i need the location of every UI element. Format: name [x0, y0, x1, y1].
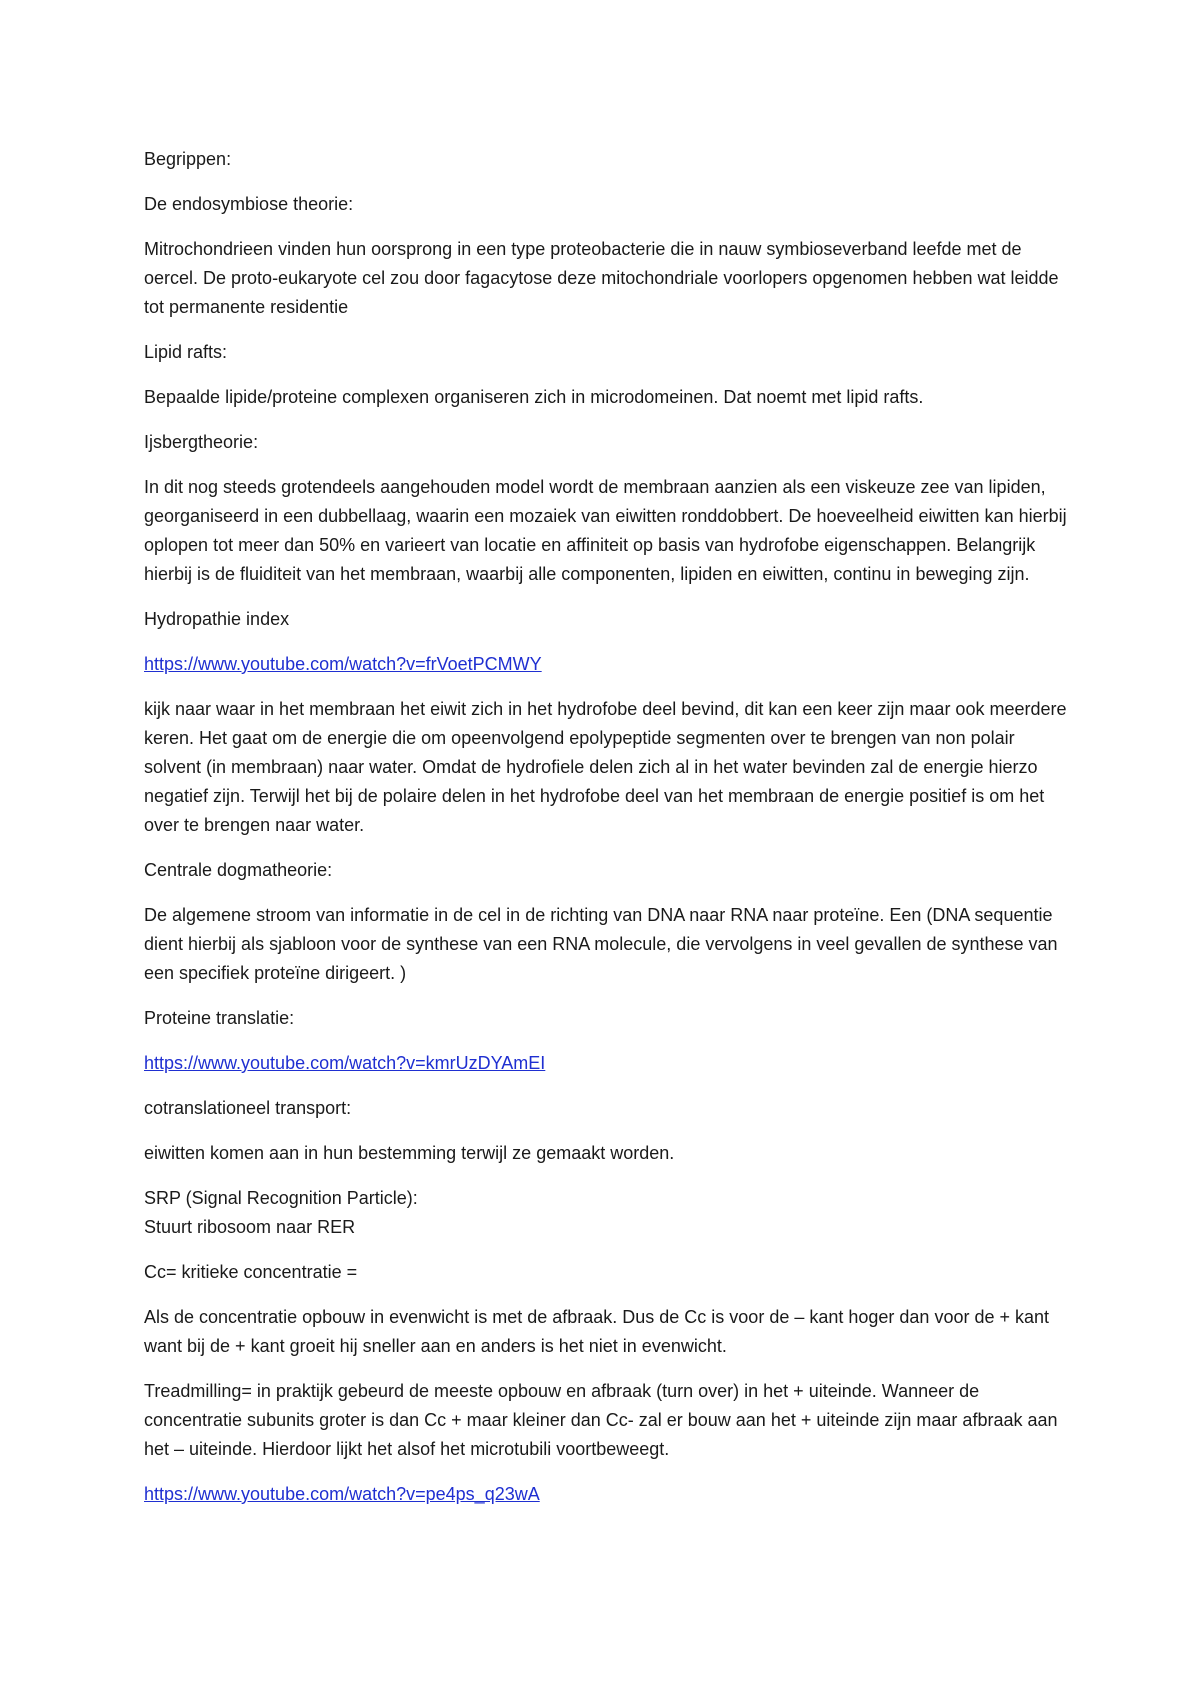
ijsberg-text: In dit nog steeds grotendeels aangehouden model wordt de membraan aanzien als een viskeuze zee van lipiden, georganiseerd in een dubbellaag, waarin een mozaiek van eiwitten ronddobbert. De hoeveelheid eiwitten kan hierbij oplopen tot meer dan 50% en varieert van locatie en affiniteit op basis van hydrofobe eigenschappen. Belangrijk hierbij is de fluiditeit van het membraan, waarbij alle componenten, lipiden en eiwitten, continu in beweging zijn.: [144, 477, 1067, 584]
treadmilling-link-paragraph: [144, 1480, 1074, 1509]
cc-title: Cc= kritieke concentratie =: [144, 1262, 358, 1282]
cotranslationeel-title: cotranslationeel transport:: [144, 1098, 352, 1118]
hydropathie-text: kijk naar waar in het membraan het eiwit zich in het hydrofobe deel bevind, dit kan een keer zijn maar ook meerdere keren. Het gaat om de energie die om opeenvolgend epolypeptide segmenten over te brengen van non polair solvent (in membraan) naar water. Omdat de hydrofiele delen zich al in het water bevinden zal de energie hierzo negatief zijn. Terwijl het bij de polaire delen in het hydrofobe deel van het membraan de energie positief is om het over te brengen naar water.: [144, 699, 1067, 835]
treadmilling-video-link[interactable]: https://www.youtube.com/watch?v=pe4ps_q23wA: [144, 1484, 540, 1504]
srp-text: Stuurt ribosoom naar RER: [144, 1217, 356, 1237]
endosymbiose-text: Mitrochondrieen vinden hun oorsprong in een type proteobacterie die in nauw symbioseverband leefde met de oercel. De proto-eukaryote cel zou door fagacytose deze mitochondriale voorlopers opgenomen hebben wat leidde tot permanente residentie: [144, 239, 1059, 317]
document-heading: Begrippen:: [144, 149, 232, 169]
ijsberg-title: Ijsbergtheorie:: [144, 432, 259, 452]
cc-text: Als de concentratie opbouw in evenwicht is met de afbraak. Dus de Cc is voor de – kant hoger dan voor de + kant want bij de + kant groeit hij sneller aan en anders is het niet in evenwicht.: [144, 1307, 1050, 1356]
hydropathie-title: Hydropathie index: [144, 609, 290, 629]
treadmilling-text: Treadmilling= in praktijk gebeurd de meeste opbouw en afbraak (turn over) in het + uiteinde. Wanneer de concentratie subunits groter is dan Cc + maar kleiner dan Cc- zal er bouw aan het + uiteinde zijn maar afbraak aan het – uiteinde. Hierdoor lijkt het alsof het microtubili voortbeweegt.: [144, 1381, 1058, 1459]
endosymbiose-title: De endosymbiose theorie:: [144, 194, 354, 214]
document-page: [144, 145, 1074, 1525]
dogma-title: Centrale dogmatheorie:: [144, 860, 333, 880]
hydropathie-video-link[interactable]: https://www.youtube.com/watch?v=frVoetPCMWY: [144, 654, 542, 674]
lipid-rafts-title: Lipid rafts:: [144, 342, 228, 362]
srp-title: SRP (Signal Recognition Particle):: [144, 1188, 418, 1208]
translatie-link-paragraph: [144, 1049, 1074, 1078]
translatie-title: Proteine translatie:: [144, 1008, 295, 1028]
translatie-video-link[interactable]: https://www.youtube.com/watch?v=kmrUzDYAmEI: [144, 1053, 546, 1073]
cotranslationeel-text: eiwitten komen aan in hun bestemming terwijl ze gemaakt worden.: [144, 1143, 675, 1163]
dogma-text: De algemene stroom van informatie in de cel in de richting van DNA naar RNA naar proteïne. Een (DNA sequentie dient hierbij als sjabloon voor de synthese van een RNA molecule, die vervolgens in veel gevallen de synthese van een specifiek proteïne dirigeert. ): [144, 905, 1058, 983]
hydropathie-link-paragraph: [144, 650, 1074, 679]
lipid-rafts-text: Bepaalde lipide/proteine complexen organiseren zich in microdomeinen. Dat noemt met lipid rafts.: [144, 387, 924, 407]
